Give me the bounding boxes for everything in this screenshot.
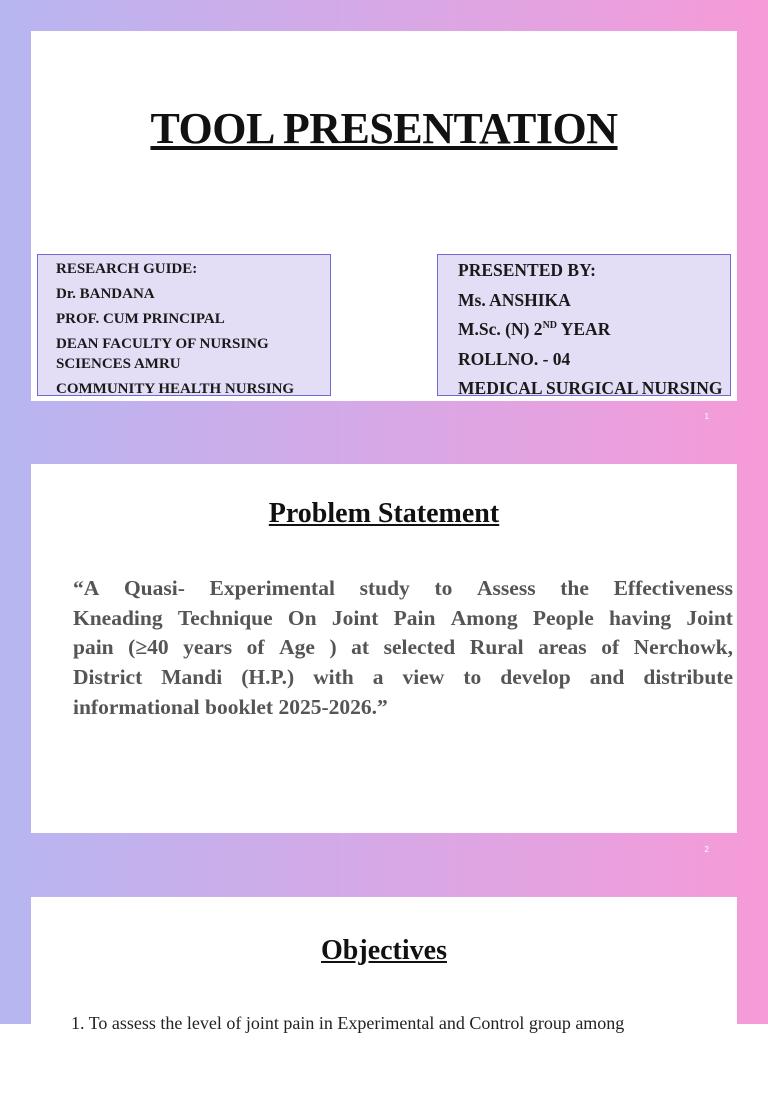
- presenter-name: Ms. ANSHIKA: [458, 289, 571, 310]
- presented-by-heading: PRESENTED BY:: [458, 260, 596, 280]
- slide-title: Problem Statement: [268, 498, 500, 529]
- statement-word: Among: [450, 605, 518, 630]
- statement-word: Nerchowk,: [633, 635, 733, 660]
- statement-word: pain: [73, 635, 114, 660]
- presenter-roll: ROLLNO. - 04: [458, 348, 571, 369]
- statement-word: District: [73, 665, 143, 690]
- statement-word: Effectiveness: [613, 576, 733, 600]
- research-guide-heading: RESEARCH GUIDE:: [56, 261, 198, 277]
- statement-word: the: [560, 576, 589, 600]
- statement-word: Experimental: [209, 576, 335, 600]
- statement-line: [73, 604, 733, 634]
- slide-3[interactable]: [31, 897, 737, 1097]
- statement-word: with: [313, 665, 354, 690]
- slide-2[interactable]: [31, 464, 737, 833]
- statement-word: People: [532, 605, 594, 630]
- statement-word: develop: [500, 665, 571, 690]
- problem-statement: [73, 574, 733, 723]
- statement-word: Pain: [393, 605, 436, 630]
- statement-word: areas: [538, 635, 587, 660]
- statement-word: years: [183, 635, 233, 660]
- guide-name: Dr. BANDANA: [56, 286, 155, 302]
- slide-1-frame: [0, 0, 768, 433]
- statement-word: selected: [383, 635, 456, 660]
- statement-word: study: [359, 576, 410, 600]
- statement-word: distribute: [643, 665, 733, 690]
- presented-by-box: [437, 254, 731, 396]
- slide-1[interactable]: [31, 31, 737, 401]
- statement-word: of: [601, 635, 620, 660]
- presenter-course: M.Sc. (N) 2ND YEAR: [458, 319, 611, 339]
- statement-word: “A: [73, 576, 100, 600]
- statement-word: Kneading: [73, 605, 163, 630]
- statement-word: Age: [279, 635, 315, 660]
- statement-word: Assess: [477, 576, 536, 600]
- statement-word: having: [609, 605, 672, 630]
- statement-line: [73, 693, 733, 723]
- statement-word: and: [589, 665, 625, 690]
- slide-3-frame: [0, 867, 768, 1033]
- guide-department: COMMUNITY HEALTH NURSING: [56, 381, 295, 397]
- guide-designation: PROF. CUM PRINCIPAL: [56, 311, 225, 327]
- statement-line: [73, 574, 733, 604]
- statement-word: (H.P.): [241, 665, 295, 690]
- statement-word: informational booklet 2025-2026.”: [73, 694, 388, 719]
- page-number: 2: [704, 845, 709, 854]
- statement-word: Technique: [177, 605, 273, 630]
- research-guide-box: [37, 254, 331, 396]
- slide-title: Objectives: [321, 935, 447, 966]
- statement-word: Mandi: [161, 665, 223, 690]
- statement-line: [73, 633, 733, 663]
- statement-word: of: [246, 635, 265, 660]
- statement-word: ): [329, 635, 337, 660]
- statement-word: On: [287, 605, 317, 630]
- page-number: 1: [704, 412, 709, 421]
- statement-word: (≥40: [128, 635, 169, 660]
- statement-word: Quasi-: [123, 576, 185, 600]
- statement-word: to: [434, 576, 453, 600]
- statement-word: Joint: [686, 605, 733, 630]
- statement-line: [73, 663, 733, 693]
- guide-faculty: DEAN FACULTY OF NURSING SCIENCES AMRU: [56, 336, 269, 372]
- presenter-department: MEDICAL SURGICAL NURSING: [458, 378, 723, 398]
- slide-title: TOOL PRESENTATION: [150, 104, 618, 153]
- slide-2-frame: [0, 433, 768, 867]
- statement-word: at: [351, 635, 370, 660]
- statement-word: Rural: [469, 635, 524, 660]
- statement-word: view: [402, 665, 445, 690]
- objective-item: 1. To assess the level of joint pain in Experimental and Control group among: [71, 1013, 625, 1033]
- statement-word: to: [463, 665, 482, 690]
- statement-word: a: [372, 665, 384, 690]
- problem-statement-clip: [73, 574, 733, 734]
- statement-word: Joint: [331, 605, 379, 630]
